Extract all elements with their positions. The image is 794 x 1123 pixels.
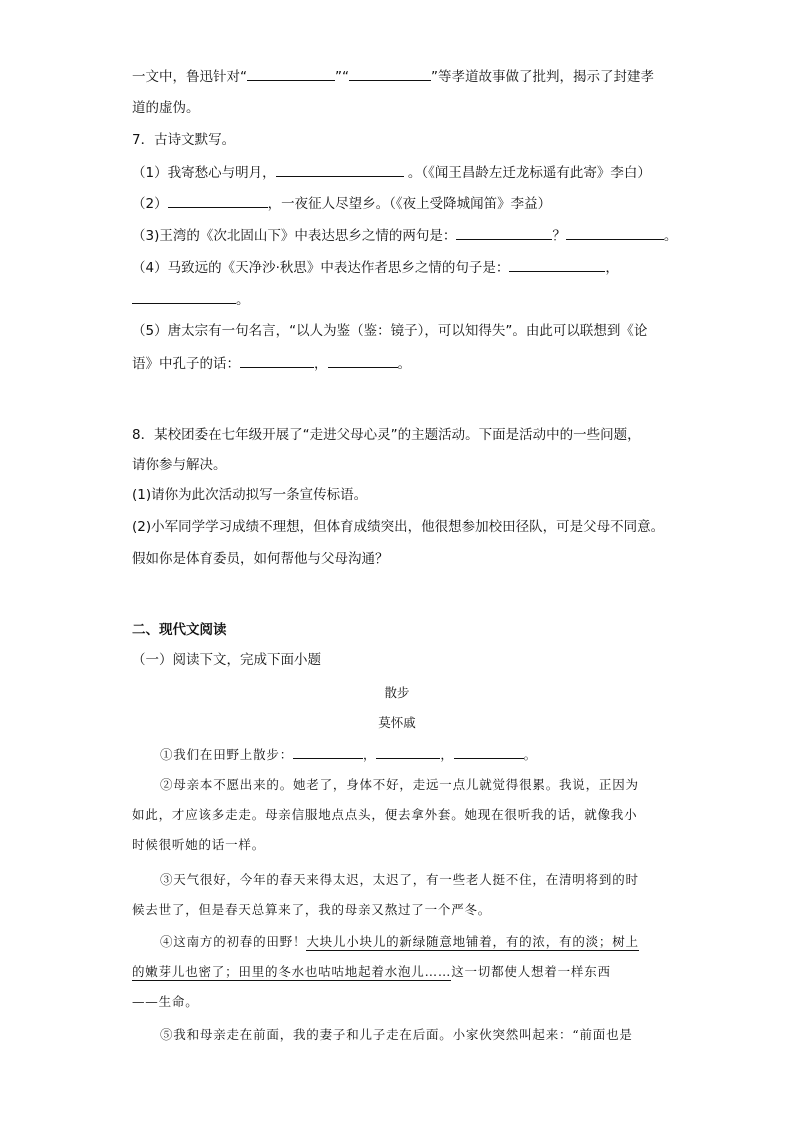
q7-item-4 xyxy=(132,257,619,278)
q6-text-a: 一文中，鲁迅针对“ xyxy=(132,69,247,85)
paragraph-1-text-d: 。 xyxy=(523,747,537,762)
paragraph-1-text-b: ， xyxy=(363,747,377,762)
answer-blank[interactable] xyxy=(276,162,404,177)
q7-item-4-text-c: 。 xyxy=(236,292,250,308)
paragraph-4-line-3: ——生命。 xyxy=(132,994,199,1009)
q8-line-2: 请你参与解决。 xyxy=(132,457,227,473)
paragraph-5-line-1: ⑤我和母亲走在前面，我的妻子和儿子走在后面。小家伙突然叫起来：“前面也是 xyxy=(160,1027,633,1042)
q7-item-4-text-b: ， xyxy=(605,260,619,276)
section-heading: 二、现代文阅读 xyxy=(132,622,227,638)
q8-subquestion-1: (1)请你为此次活动拟写一条宣传标语。 xyxy=(132,487,368,503)
answer-blank[interactable] xyxy=(293,744,363,759)
q7-item-1-text-a: （1）我寄愁心与明月， xyxy=(132,165,276,181)
paragraph-1-text-a: ①我们在田野上散步： xyxy=(160,747,294,762)
q7-item-5-text-d: 。 xyxy=(397,356,411,372)
q6-line-1 xyxy=(132,66,654,87)
q7-item-1-text-b: 。（《闻王昌龄左迁龙标遥有此寄》李白） xyxy=(407,165,651,181)
paragraph-2-line-2: 如此，才应该多走走。母亲信服地点点头，便去拿外套。她现在很听我的话，就像我小 xyxy=(132,807,638,822)
answer-blank[interactable] xyxy=(566,225,664,240)
answer-blank[interactable] xyxy=(132,289,236,304)
q7-item-5-cont xyxy=(132,353,411,374)
q7-item-3 xyxy=(132,225,677,246)
q6-text-b: ”“ xyxy=(335,69,349,85)
q7-item-3-text-a: （3)王湾的《次北固山下》中表达思乡之情的两句是： xyxy=(132,228,457,244)
answer-blank[interactable] xyxy=(509,257,605,272)
section-subheading: （一）阅读下文，完成下面小题 xyxy=(132,652,321,668)
answer-blank[interactable] xyxy=(328,353,398,368)
q7-item-3-text-c: 。 xyxy=(663,228,678,244)
paragraph-1 xyxy=(160,744,537,765)
q7-item-5-text-c: ， xyxy=(314,356,328,372)
paragraph-4-underlined-b: 的嫩芽儿也密了；田里的冬水也咕咕地起着水泡儿…… xyxy=(132,964,452,979)
answer-blank[interactable] xyxy=(240,353,314,368)
q7-item-4-text-a: （4）马致远的《天净沙·秋思》中表达作者思乡之情的句子是： xyxy=(132,260,510,276)
paragraph-2-line-1: ②母亲本不愿出来的。她老了，身体不好，走远一点儿就觉得很累。我说，正因为 xyxy=(160,777,639,792)
q7-item-2 xyxy=(132,193,551,214)
answer-blank[interactable] xyxy=(454,744,524,759)
paragraph-4-text-a: ④这南方的初春的田野！ xyxy=(160,934,307,949)
answer-blank[interactable] xyxy=(168,193,268,208)
q7-title: 7．古诗文默写。 xyxy=(132,132,236,148)
q8-line-1: 8．某校团委在七年级开展了“走进父母心灵”的主题活动。下面是活动中的一些问题， xyxy=(132,427,641,443)
q7-item-3-text-b: ？ xyxy=(552,228,566,244)
answer-blank[interactable] xyxy=(247,66,335,81)
q8-subquestion-2: (2)小军同学学习成绩不理想，但体育成绩突出，他很想参加校田径队，可是父母不同意。 xyxy=(132,519,665,535)
paragraph-4-line-1 xyxy=(160,932,639,952)
paragraph-1-text-c: ， xyxy=(440,747,454,762)
q7-item-2-text-b: ，一夜征人尽望乡。（《夜上受降城闻笛》李益） xyxy=(267,196,552,212)
q6-line-2: 道的虚伪。 xyxy=(132,100,200,116)
q8-subquestion-2-cont: 假如你是体育委员，如何帮他与父母沟通？ xyxy=(132,551,389,567)
q7-item-2-text-a: （2） xyxy=(132,196,168,212)
article-author: 莫怀戚 xyxy=(378,715,416,730)
answer-blank[interactable] xyxy=(456,225,552,240)
paragraph-3-line-1: ③天气很好，今年的春天来得太迟，太迟了，有一些老人挺不住，在清明将到的时 xyxy=(160,872,639,887)
q7-item-4-cont xyxy=(132,289,250,310)
answer-blank[interactable] xyxy=(376,744,440,759)
paragraph-4-line-2 xyxy=(132,962,611,982)
paragraph-2-line-3: 时候很听她的话一样。 xyxy=(132,837,266,852)
q6-text-c: ”等孝道故事做了批判，揭示了封建孝 xyxy=(431,69,654,85)
q7-item-1 xyxy=(132,162,651,183)
paragraph-4-text-b: 这一切都使人想着一样东西 xyxy=(451,964,611,979)
answer-blank[interactable] xyxy=(349,66,431,81)
paragraph-4-underlined-a: 大块儿小块儿的新绿随意地铺着，有的浓，有的淡；树上 xyxy=(306,934,639,949)
paragraph-3-line-2: 候去世了，但是春天总算来了，我的母亲又熬过了一个严冬。 xyxy=(132,902,492,917)
q7-item-5: （5）唐太宗有一句名言，“以人为鉴（鉴：镜子），可以知得失”。由此可以联想到《论 xyxy=(132,323,648,339)
article-title: 散步 xyxy=(384,685,410,700)
q7-item-5-text-b: 语》中孔子的话： xyxy=(132,356,240,372)
